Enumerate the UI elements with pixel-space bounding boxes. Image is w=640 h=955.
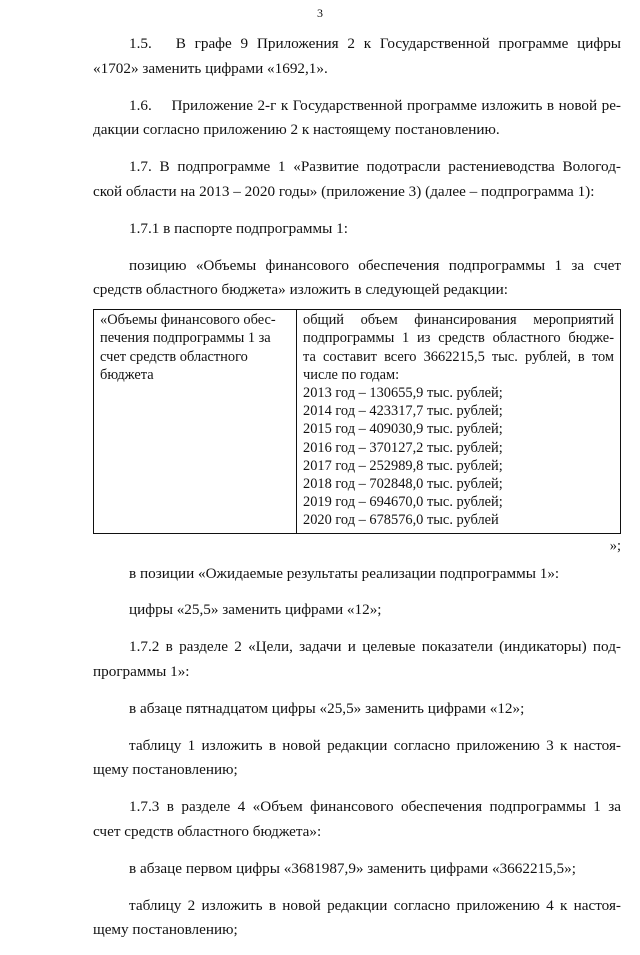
paragraph-line: счет средств областного бюджета»:: [93, 822, 322, 840]
paragraph-1-7-1: [93, 217, 621, 242]
paragraph-digits-replace: [93, 598, 621, 623]
table-cell-label: [94, 310, 297, 533]
paragraph-line: цифры «25,5» заменить цифрами «12»;: [129, 601, 382, 619]
paragraph-1-6: [93, 94, 621, 144]
paragraph-line: 1.6. Приложение 2-г к Государственной программе изложить в новой ре-: [129, 96, 621, 114]
paragraph-line: 1.7.2 в разделе 2 «Цели, задачи и целевые показатели (индикаторы) под-: [129, 638, 621, 656]
year-line: 2017 год – 252989,8 тыс. рублей;: [303, 457, 503, 474]
paragraph-line: таблицу 2 изложить в новой редакции согласно приложению 4 к настоя-: [129, 896, 621, 914]
paragraph-expected-results: [93, 562, 621, 587]
paragraph-line: щему постановлению;: [93, 761, 238, 779]
paragraph-1-7: [93, 155, 621, 205]
paragraph-1-7-2: [93, 635, 621, 685]
cell-line: та составит всего 3662215,5 тыс. рублей, в том: [303, 348, 614, 365]
funding-table: [93, 309, 621, 533]
cell-line: счет средств областного: [100, 348, 248, 365]
year-line: 2016 год – 370127,2 тыс. рублей;: [303, 439, 503, 456]
paragraph-table-2: [93, 894, 621, 944]
paragraph-first: [93, 857, 621, 882]
paragraph-line: «1702» заменить цифрами «1692,1».: [93, 59, 328, 77]
paragraph-line: ской области на 2013 – 2020 годы» (приложение 3) (далее – подпрограмма 1):: [93, 182, 595, 200]
year-line: 2020 год – 678576,0 тыс. рублей: [303, 512, 499, 529]
paragraph-line: в абзаце первом цифры «3681987,9» заменить цифрами «3662215,5»;: [129, 859, 576, 877]
table-cell-value: [297, 310, 621, 533]
paragraph-line: 1.5. В графе 9 Приложения 2 к Государственной программе цифры: [129, 35, 621, 52]
paragraph-line: таблицу 1 изложить в новой редакции согласно приложению 3 к настоя-: [129, 736, 621, 754]
paragraph-position: [93, 254, 621, 304]
paragraph-line: щему постановлению;: [93, 921, 238, 939]
year-line: 2018 год – 702848,0 тыс. рублей;: [303, 476, 503, 492]
paragraph-line: позицию «Объемы финансового обеспечения подпрограммы 1 за счет: [129, 256, 621, 274]
paragraph-table-1: [93, 734, 621, 784]
document-body: [93, 32, 621, 955]
year-line: 2019 год – 694670,0 тыс. рублей;: [303, 494, 503, 511]
paragraph-line: средств областного бюджета» изложить в следующей редакции:: [93, 281, 508, 299]
cell-line: числе по годам:: [303, 366, 400, 383]
paragraph-line: 1.7. В подпрограмме 1 «Развитие подотрасли растениеводства Вологод-: [129, 158, 621, 176]
paragraph-line: 1.7.1 в паспорте подпрограммы 1:: [129, 219, 348, 237]
paragraph-line: в абзаце пятнадцатом цифры «25,5» заменить цифрами «12»;: [129, 699, 525, 717]
paragraph-1-7-3: [93, 795, 621, 845]
paragraph-line: 1.7.3 в разделе 4 «Объем финансового обеспечения подпрограммы 1 за: [129, 798, 621, 816]
cell-line: подпрограммы 1 из средств областного бюдже-: [303, 330, 614, 347]
cell-line: «Объемы финансового обес-: [100, 312, 276, 329]
year-line: 2015 год – 409030,9 тыс. рублей;: [303, 421, 503, 438]
paragraph-fifteenth: [93, 697, 621, 722]
table-row: [94, 310, 621, 533]
year-line: 2013 год – 130655,9 тыс. рублей;: [303, 384, 503, 401]
page-number: 3: [317, 6, 323, 20]
year-line: 2014 год – 423317,7 тыс. рублей;: [303, 403, 503, 420]
paragraph-line: дакции согласно приложению 2 к настоящему постановлению.: [93, 121, 500, 139]
cell-line: печения подпрограммы 1 за: [100, 330, 271, 347]
paragraph-1-5: [93, 32, 621, 82]
paragraph-line: в позиции «Ожидаемые результаты реализации подпрограммы 1»:: [129, 564, 560, 582]
cell-line: общий объем финансирования мероприятий: [303, 312, 614, 329]
paragraph-line: программы 1»:: [93, 663, 190, 680]
closing-quote: »;: [609, 537, 621, 554]
cell-line: бюджета: [100, 366, 154, 383]
